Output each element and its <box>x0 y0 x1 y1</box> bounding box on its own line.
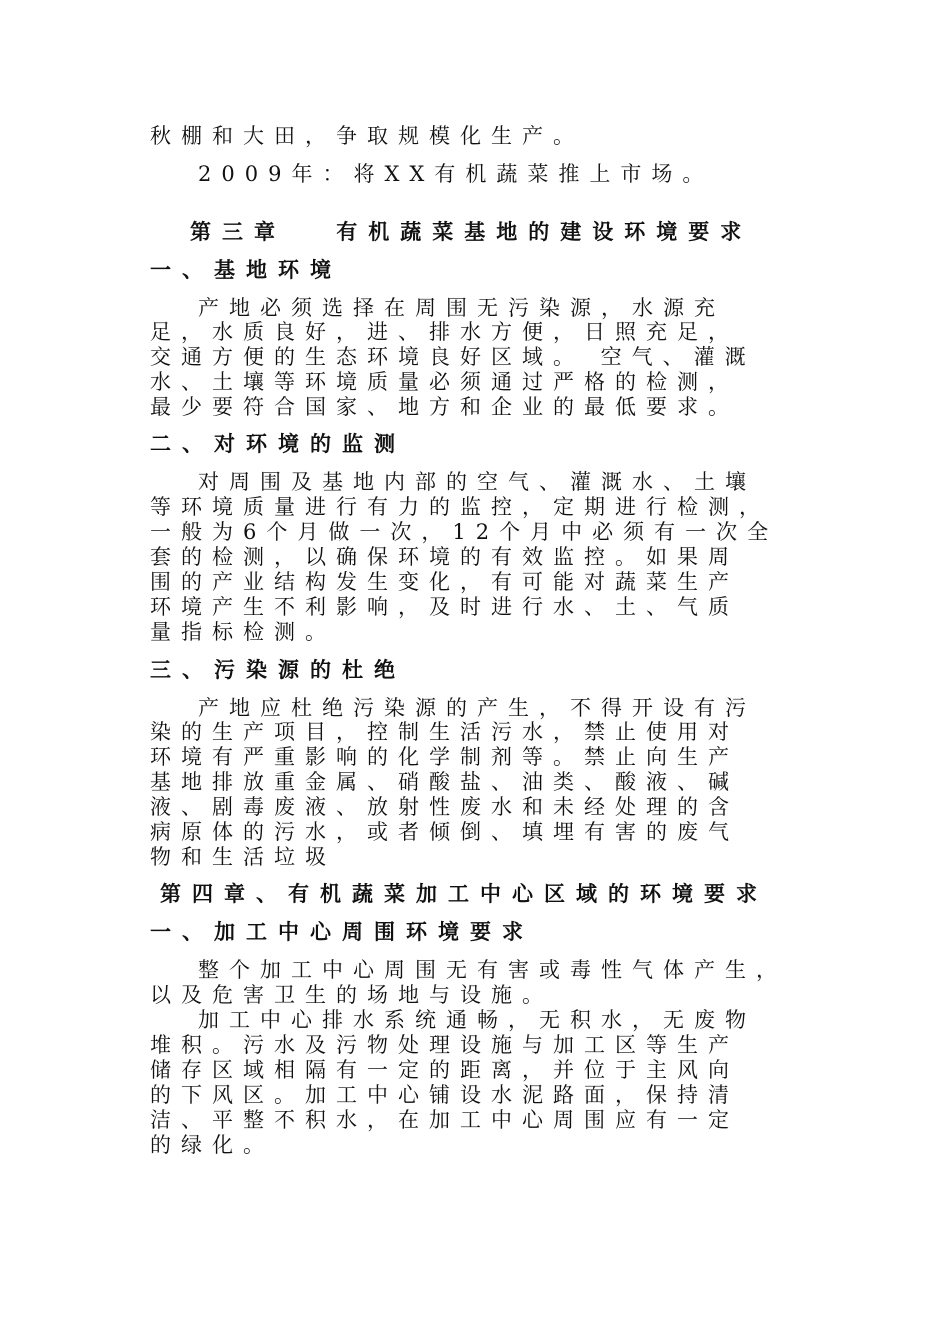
section-3-1-line-3: 交通方便的生态环境良好区域。 空气、灌溉 <box>150 345 756 369</box>
section-3-2-heading: 二、对环境的监测 <box>150 431 406 456</box>
section-3-3-line-5: 液、剧毒废液、放射性废水和未经处理的含 <box>150 795 739 819</box>
section-3-2-line-7: 量指标检测。 <box>150 620 336 644</box>
section-3-1-line-4: 水、土壤等环境质量必须通过严格的检测， <box>150 370 739 394</box>
intro-line-2: 2009年：将XX有机蔬菜推上市场。 <box>198 162 714 186</box>
section-3-3-line-1: 产地应杜绝污染源的产生，不得开设有污 <box>198 696 756 720</box>
section-4-1-line-8: 的绿化。 <box>150 1133 274 1157</box>
intro-line-1: 秋棚和大田，争取规模化生产。 <box>150 124 584 148</box>
section-3-3-line-6: 病原体的污水，或者倾倒、填埋有害的废气 <box>150 820 739 844</box>
section-3-2-line-1: 对周围及基地内部的空气、灌溉水、土壤 <box>198 470 756 494</box>
section-3-3-line-3: 环境有严重影响的化学制剂等。禁止向生产 <box>150 745 739 769</box>
chapter-3-title: 第三章 有机蔬菜基地的建设环境要求 <box>190 219 753 244</box>
section-3-3-heading: 三、污染源的杜绝 <box>150 657 406 682</box>
chapter-4-title: 第四章、有机蔬菜加工中心区域的环境要求 <box>160 881 768 906</box>
section-3-1-heading: 一、基地环境 <box>150 257 342 282</box>
section-4-1-line-5: 储存区域相隔有一定的距离，并位于主风向 <box>150 1058 739 1082</box>
section-4-1-line-1: 整个加工中心周围无有害或毒性气体产生， <box>198 958 787 982</box>
section-4-1-line-3: 加工中心排水系统通畅，无积水，无废物 <box>198 1008 756 1032</box>
section-3-3-line-2: 染的生产项目，控制生活污水，禁止使用对 <box>150 720 739 744</box>
section-4-1-line-7: 洁、平整不积水，在加工中心周围应有一定 <box>150 1108 739 1132</box>
section-3-1-line-1: 产地必须选择在周围无污染源，水源充 <box>198 296 725 320</box>
section-3-2-line-3: 一般为6个月做一次，12个月中必须有一次全 <box>150 520 779 544</box>
section-3-3-line-4: 基地排放重金属、硝酸盐、油类、酸液、碱 <box>150 770 739 794</box>
section-4-1-line-4: 堆积。污水及污物处理设施与加工区等生产 <box>150 1033 739 1057</box>
section-3-2-line-2: 等环境质量进行有力的监控，定期进行检测， <box>150 495 770 519</box>
section-3-2-line-5: 围的产业结构发生变化，有可能对蔬菜生产 <box>150 570 739 594</box>
section-3-3-line-7: 物和生活垃圾 <box>150 845 336 869</box>
section-3-1-line-5: 最少要符合国家、地方和企业的最低要求。 <box>150 395 739 419</box>
section-4-1-heading: 一、加工中心周围环境要求 <box>150 919 534 944</box>
section-4-1-line-2: 以及危害卫生的场地与设施。 <box>150 983 553 1007</box>
section-3-1-line-2: 足，水质良好，进、排水方便，日照充足， <box>150 320 739 344</box>
section-3-2-line-6: 环境产生不利影响，及时进行水、土、气质 <box>150 595 739 619</box>
section-4-1-line-6: 的下风区。加工中心铺设水泥路面，保持清 <box>150 1083 739 1107</box>
section-3-2-line-4: 套的检测，以确保环境的有效监控。如果周 <box>150 545 739 569</box>
